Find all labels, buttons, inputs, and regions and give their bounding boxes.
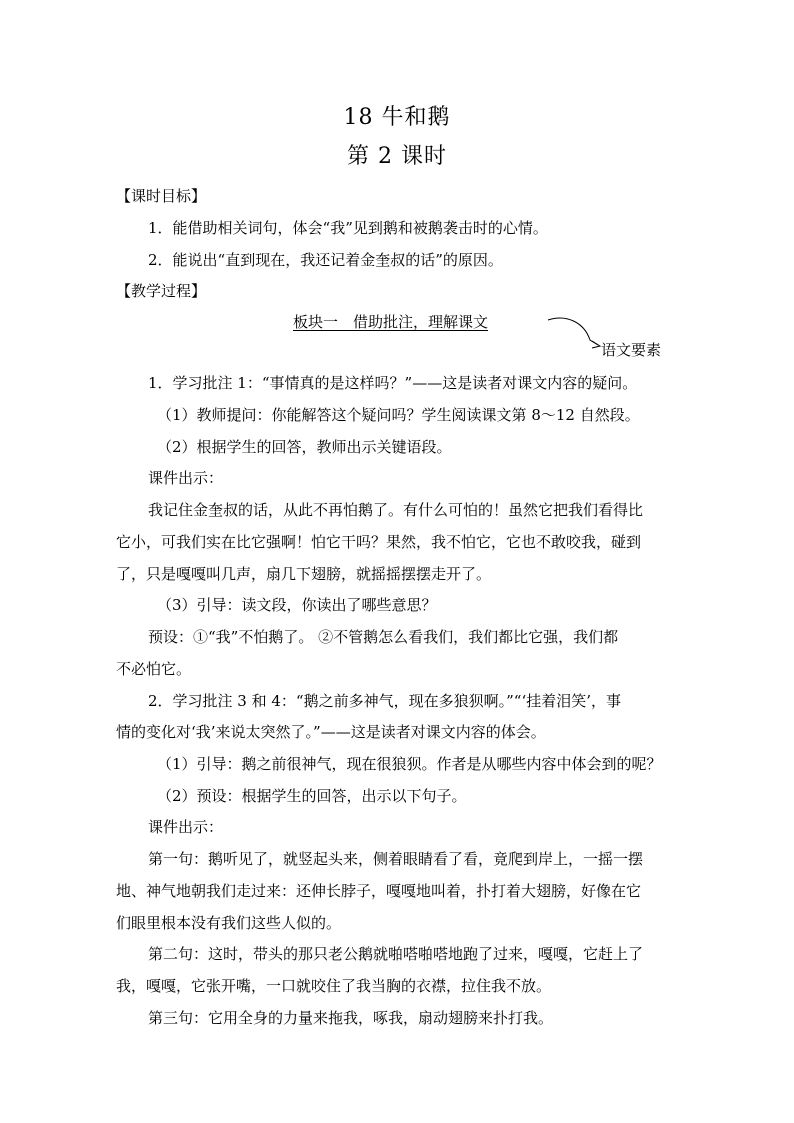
- body-line: 地、神气地朝我们走过来：还伸长脖子，嘎嘎地叫着，扑打着大翅膀，好像在它: [116, 882, 642, 900]
- body-line: （2）根据学生的回答，教师出示关键语段。: [157, 438, 452, 456]
- body-line: 第三句：它用全身的力量来拖我，啄我，扇动翅膀来扑打我。: [148, 1009, 554, 1027]
- body-line: 它小，可我们实在比它强啊！怕它干吗？果然，我不怕它，它也不敢咬我，碰到: [116, 533, 642, 551]
- body-line: 2．学习批注 3 和 4：“鹅之前多神气，现在多狼狈啊。”“‘挂着泪笑’，事: [148, 692, 621, 710]
- process-heading: 【教学过程】: [116, 282, 207, 300]
- body-line: 预设：①“我”不怕鹅了。 ②不管鹅怎么看我们，我们都比它强，我们都: [148, 628, 619, 646]
- body-line: 了，只是嘎嘎叫几声，扇几下翅膀，就摇摇摆摆走开了。: [116, 565, 492, 583]
- lesson-subtitle: 第 2 课时: [347, 144, 447, 169]
- block-tag: 语文要素: [601, 341, 662, 359]
- body-line: （2）预设：根据学生的回答，出示以下句子。: [157, 787, 467, 805]
- body-line: （1）引导：鹅之前很神气，现在很狼狈。作者是从哪些内容中体会到的呢？: [157, 755, 662, 773]
- body-line: 情的变化对‘我’来说太突然了。”——这是读者对课文内容的体会。: [116, 723, 546, 741]
- goals-heading: 【课时目标】: [116, 187, 207, 205]
- lesson-title: 18 牛和鹅: [343, 105, 451, 130]
- goal-item: 1．能借助相关词句，体会“我”见到鹅和被鹅袭击时的心情。: [148, 219, 548, 237]
- body-line: （3）引导：读文段，你读出了哪些意思？: [157, 596, 437, 614]
- body-line: 我记住金奎叔的话，从此不再怕鹅了。有什么可怕的！虽然它把我们看得比: [148, 501, 644, 519]
- body-line: 我，嘎嘎，它张开嘴，一口就咬住了我当胸的衣襟，拉住我不放。: [116, 977, 552, 995]
- body-line: 课件出示：: [148, 469, 224, 487]
- goal-item: 2．能说出“直到现在，我还记着金奎叔的话”的原因。: [148, 251, 503, 269]
- block-title: 板块一 借助批注，理解课文: [293, 313, 489, 331]
- body-line: 第一句：鹅听见了，就竖起头来，侧着眼睛看了看，竟爬到岸上，一摇一摆: [148, 850, 644, 868]
- body-line: 课件出示：: [148, 818, 224, 836]
- body-line: 1．学习批注 1：“事情真的是这样吗？”——这是读者对课文内容的疑问。: [148, 374, 638, 392]
- body-line: 不必怕它。: [116, 660, 192, 678]
- body-line: 们眼里根本没有我们这些人似的。: [116, 914, 342, 932]
- body-line: （1）教师提问：你能解答这个疑问吗？学生阅读课文第 8～12 自然段。: [157, 406, 640, 424]
- curved-arrow-icon: [546, 314, 606, 350]
- body-line: 第二句：这时，带头的那只老公鹅就啪嗒啪嗒地跑了过来，嘎嘎，它赶上了: [148, 945, 644, 963]
